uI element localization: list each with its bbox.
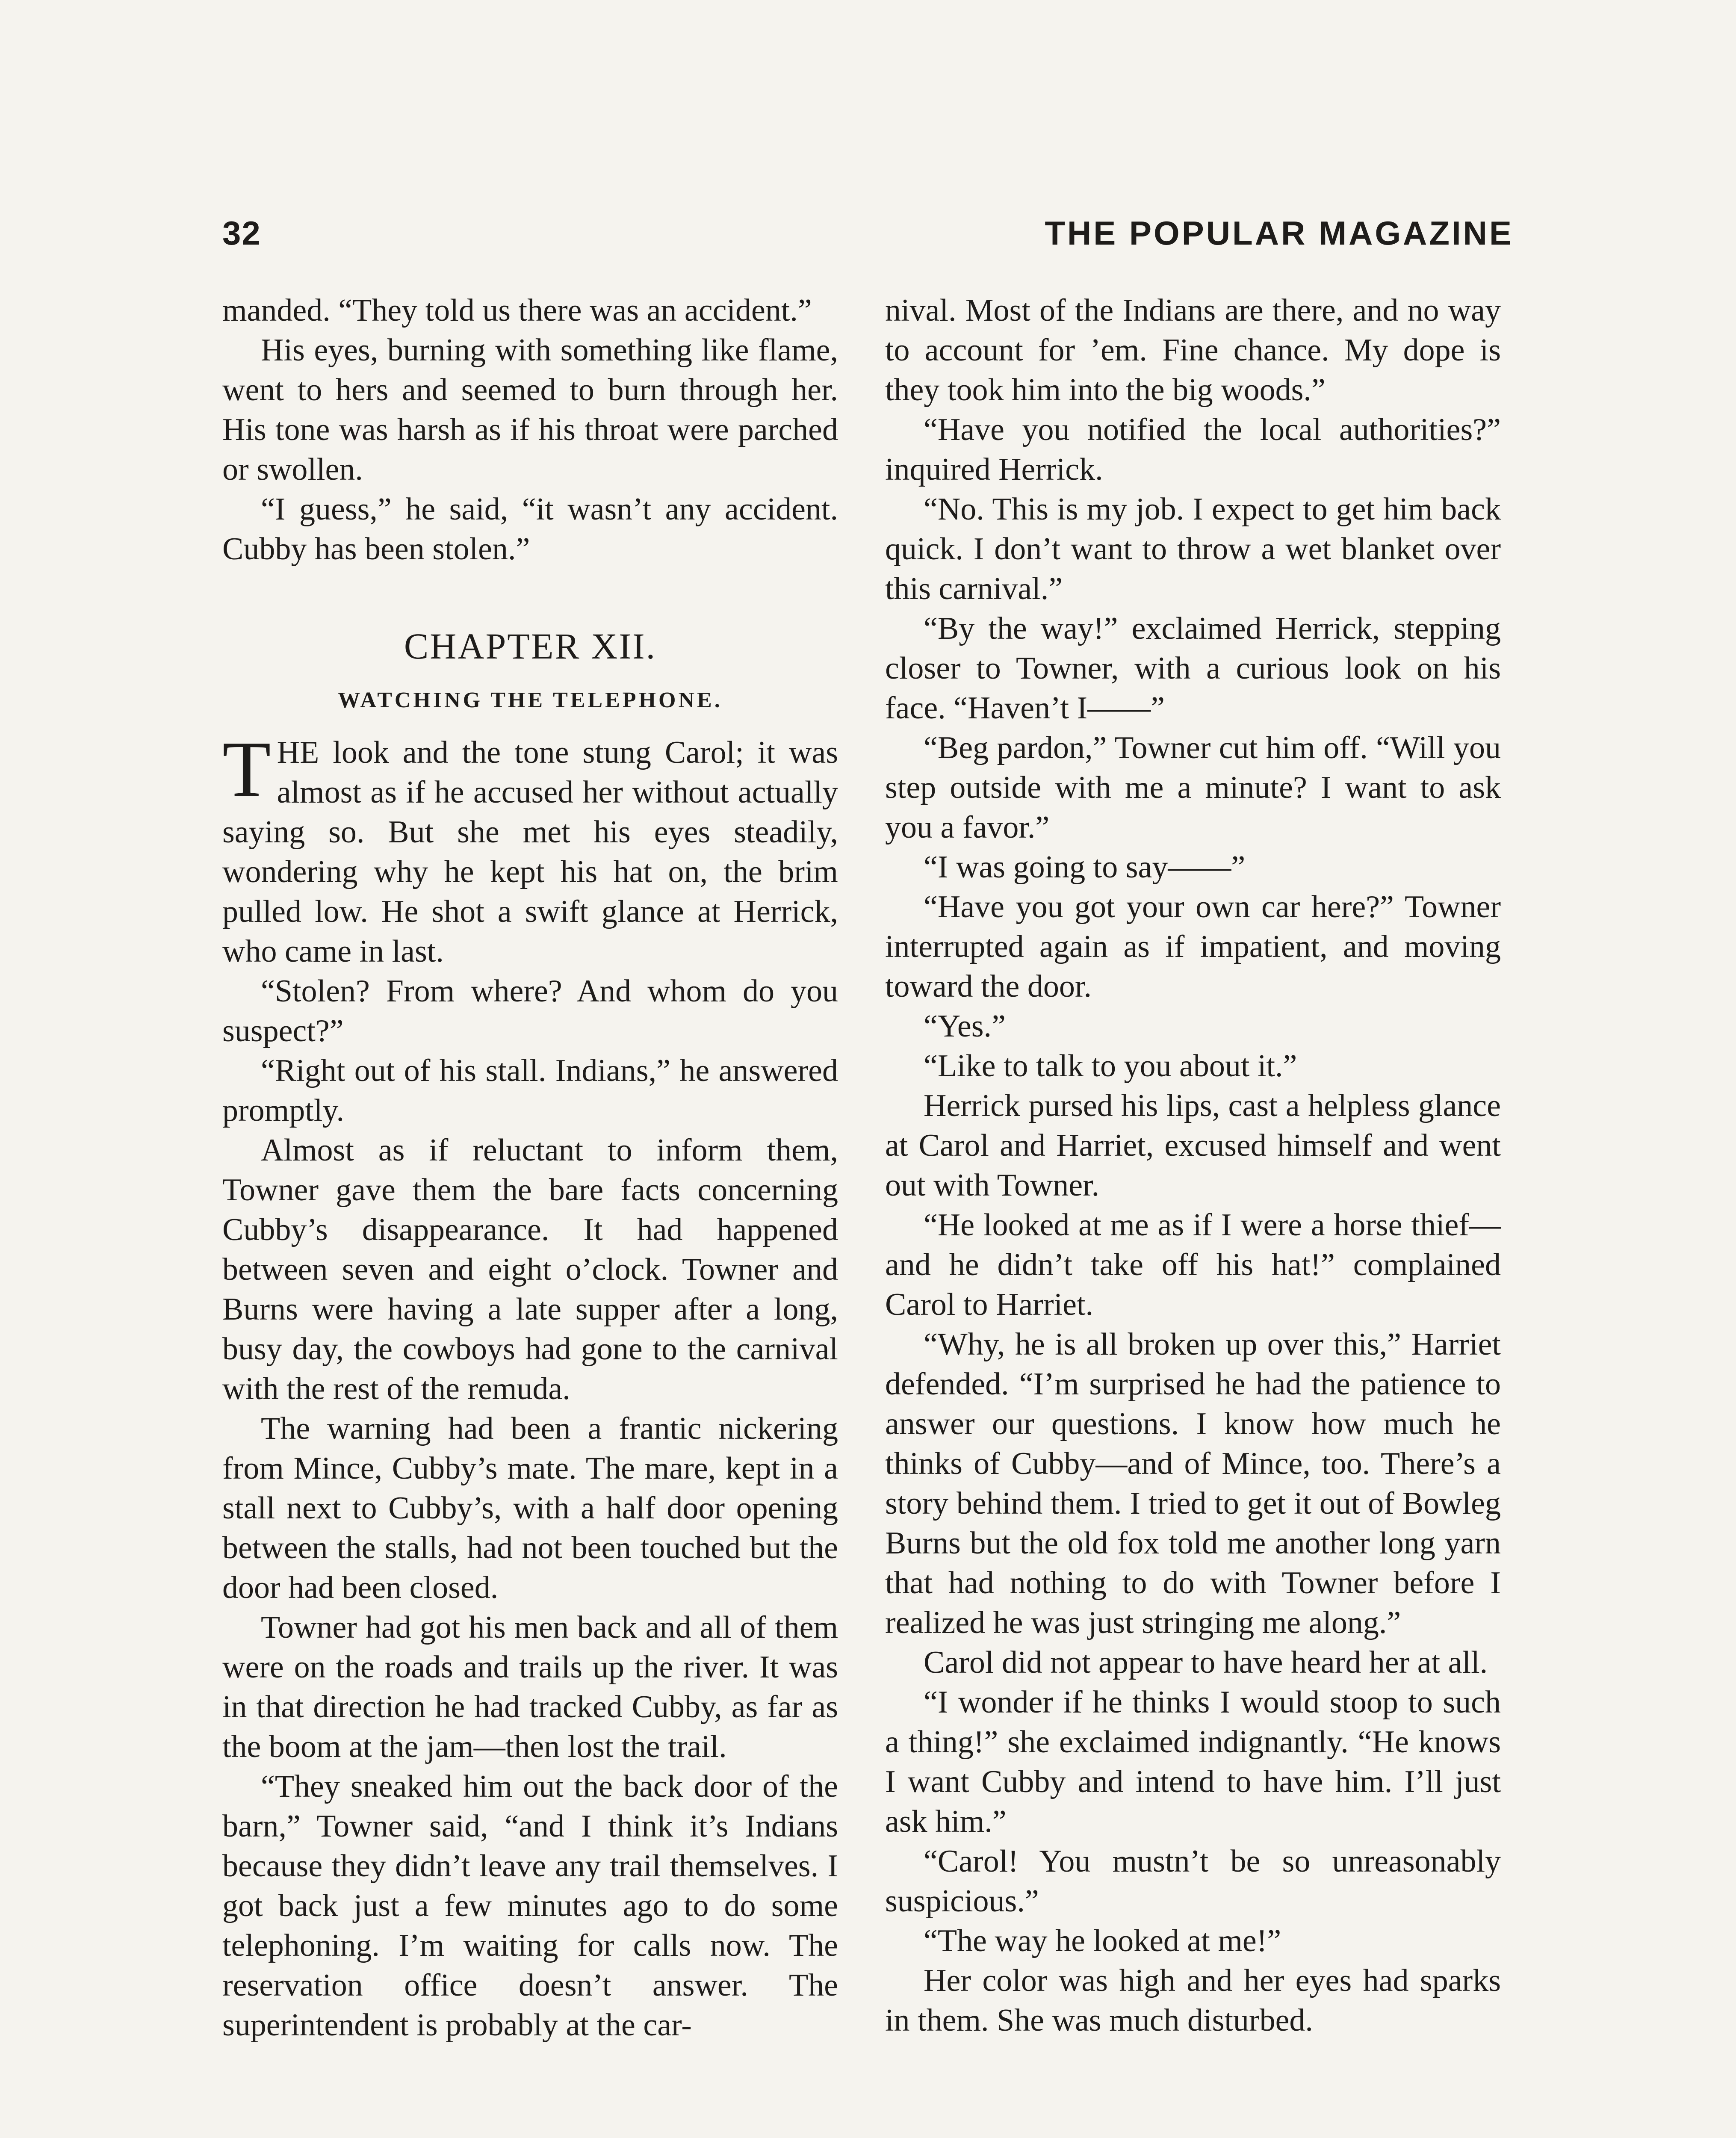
paragraph: “Why, he is all broken up over this,” Harriet defended. “I’m surprised he had the patience to answer our questions. I know how much he thinks of Cubby—and of Mince, too. There’s a story behind them. I tried to get it out of Bowleg Burns but the old fox told me another long yarn that had nothing to do with Towner before I realized he was just stringing me along.” bbox=[885, 1327, 1501, 1640]
paragraph: “Beg pardon,” Towner cut him off. “Will you step outside with me a minute? I want to ask you a favor.” bbox=[885, 730, 1501, 845]
paragraph: “Have you got your own car here?” Towner interrupted again as if impatient, and moving toward the door. bbox=[885, 889, 1501, 1004]
paragraph-dropcap bbox=[222, 725, 838, 972]
paragraph: Her color was high and her eyes had sparks in them. She was much disturbed. bbox=[885, 1963, 1501, 2038]
paragraph: manded. “They told us there was an accident.” bbox=[222, 293, 812, 328]
drop-cap: T bbox=[222, 725, 271, 813]
running-head: THE POPULAR MAGAZINE bbox=[1045, 214, 1514, 252]
paragraph: The warning had been a frantic nickering from Mince, Cubby’s mate. The mare, kept in a stall next to Cubby’s, with a half door opening between the stalls, had not been touched but the door had been closed. bbox=[222, 1411, 838, 1605]
paragraph: “Yes.” bbox=[924, 1009, 1006, 1044]
paragraph: “The way he looked at me!” bbox=[924, 1923, 1281, 1958]
chapter-subtitle: WATCHING THE TELEPHONE. bbox=[338, 688, 723, 712]
paragraph: “No. This is my job. I expect to get him back quick. I don’t want to throw a wet blanket over this carnival.” bbox=[885, 492, 1501, 606]
paragraph: “I wonder if he thinks I would stoop to such a thing!” she exclaimed indignantly. “He knows I want Cubby and intend to have him. I’ll just ask him.” bbox=[885, 1685, 1501, 1839]
paragraph: “Like to talk to you about it.” bbox=[924, 1048, 1297, 1084]
paragraph: Almost as if reluctant to inform them, Towner gave them the bare facts concerning Cubby’s disappearance. It had happened between seven and eight o’clock. Towner and Burns were having a late supper after a long, busy day, the cowboys had gone to the carnival with the rest of the remuda. bbox=[222, 1133, 838, 1406]
paragraph: “Stolen? From where? And whom do you suspect?” bbox=[222, 974, 838, 1048]
paragraph: Herrick pursed his lips, cast a helpless glance at Carol and Harriet, excused himself and went out with Towner. bbox=[885, 1088, 1501, 1203]
paragraph: “I was going to say——” bbox=[924, 850, 1246, 885]
paragraph: Towner had got his men back and all of them were on the roads and trails up the river. It was in that direction he had tracked Cubby, as far as the boom at the jam—then lost the trail. bbox=[222, 1610, 838, 1764]
paragraph: “I guess,” he said, “it wasn’t any accident. Cubby has been stolen.” bbox=[222, 492, 838, 567]
paragraph: “Right out of his stall. Indians,” he answered promptly. bbox=[222, 1053, 838, 1128]
paragraph: nival. Most of the Indians are there, and no way to account for ’em. Fine chance. My dope is they took him into the big woods.” bbox=[885, 293, 1501, 408]
paragraph: “Have you notified the local authorities?” inquired Herrick. bbox=[885, 412, 1501, 487]
paragraph: His eyes, burning with something like flame, went to hers and seemed to burn through her. His tone was harsh as if his throat were parched or swollen. bbox=[222, 333, 838, 487]
right-column bbox=[885, 291, 1501, 2041]
paragraph: “By the way!” exclaimed Herrick, stepping closer to Towner, with a curious look on his face. “Haven’t I——” bbox=[885, 611, 1501, 726]
left-column bbox=[222, 291, 838, 2045]
paragraph: “He looked at me as if I were a horse thief—and he didn’t take off his hat!” complained Carol to Harriet. bbox=[885, 1208, 1501, 1322]
paragraph-text: HE look and the tone stung Carol; it was almost as if he accused her without actually saying so. But she met his eyes steadily, wondering why he kept his hat on, the brim pulled low. He shot a swift glance at Herrick, who came in last. bbox=[222, 735, 838, 969]
paragraph: Carol did not appear to have heard her at all. bbox=[924, 1645, 1488, 1680]
paragraph: “They sneaked him out the back door of the barn,” Towner said, “and I think it’s Indians because they didn’t leave any trail themselves. I got back just a few minutes ago to do some telephoning. I’m waiting for calls now. The reservation office doesn’t answer. The superintendent is probably at the car- bbox=[222, 1769, 838, 2043]
chapter-title: CHAPTER XII. bbox=[404, 626, 657, 667]
page-number: 32 bbox=[222, 214, 261, 252]
paragraph: “Carol! You mustn’t be so unreasonably suspicious.” bbox=[885, 1844, 1501, 1919]
